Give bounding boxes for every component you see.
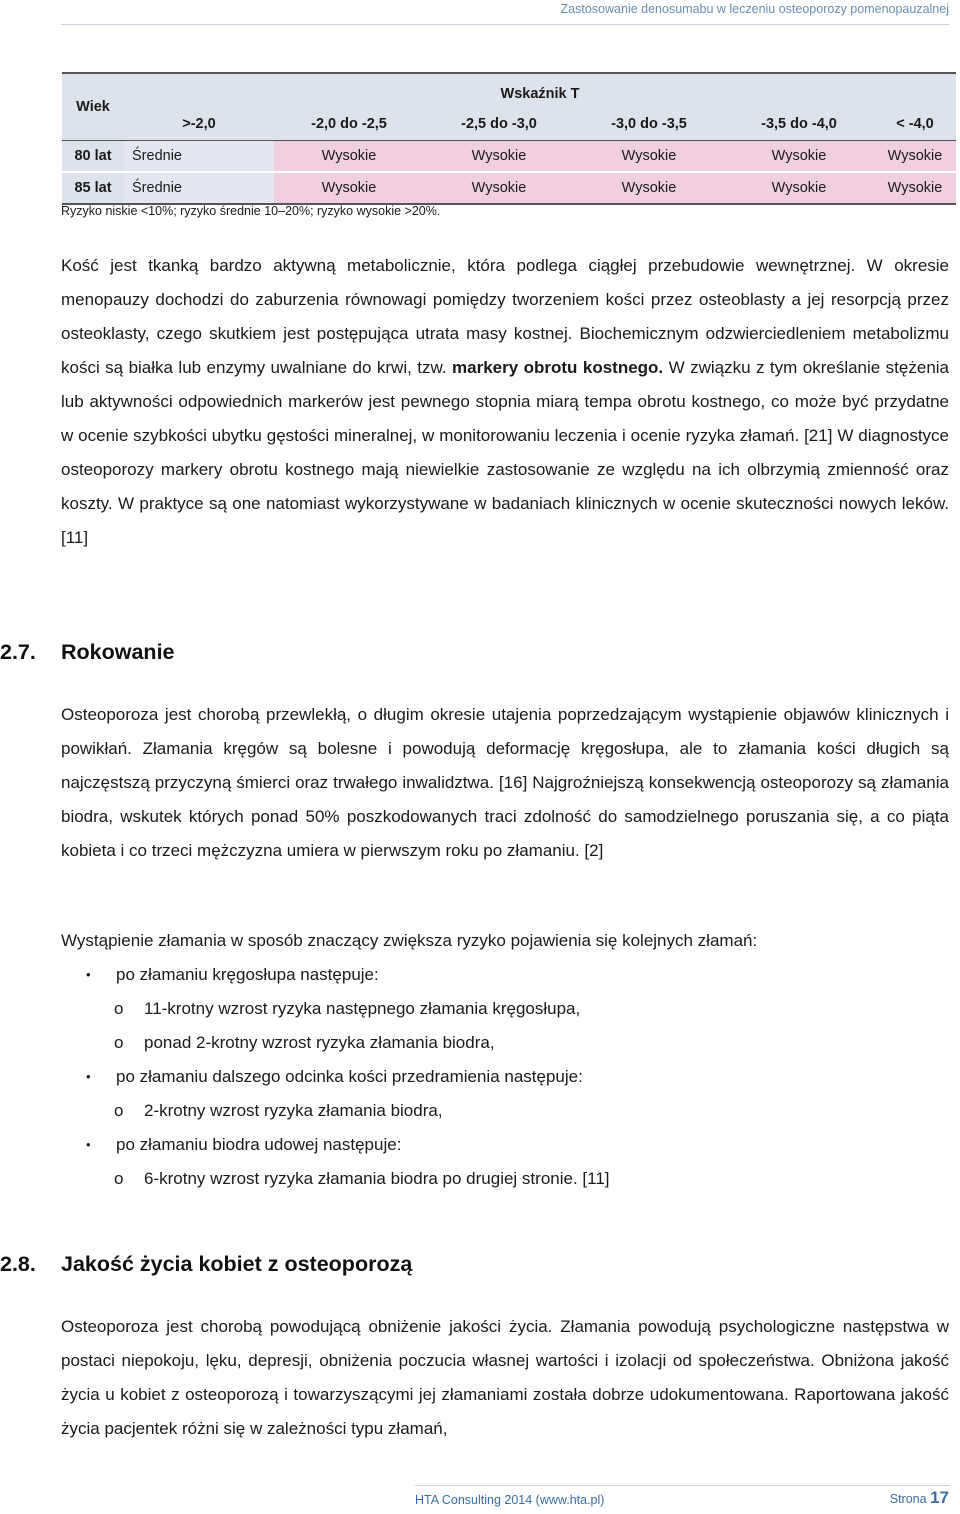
table-row	[62, 172, 956, 204]
circle-bullet-icon: o	[114, 1101, 124, 1120]
risk-cell: Wysokie	[874, 141, 956, 173]
paragraph-bone-markers	[61, 249, 949, 555]
page-label: Strona	[889, 1492, 927, 1506]
risk-cell: Średnie	[124, 141, 274, 173]
running-header: Zastosowanie denosumabu w leczeniu osteoporozy pomenopauzalnej	[560, 2, 949, 16]
index-header: Wskaźnik T	[124, 73, 956, 108]
column-header: >-2,0	[124, 108, 274, 141]
paragraph-text: W związku z tym określanie stężenia lub aktywności odpowiednich markerów jest pewnego stopnia miarą tempa obrotu kostnego, co może być przydatne w ocenie szybkości ubytku gęstości mineralnej, w monitorowaniu leczenia i ocenie ryzyka złamań. [21] W diagnostyce osteoporozy markery obrotu kostnego mają niewielkie zastosowanie ze względu na ich olbrzymią zmienność oraz koszty. W praktyce są one natomiast wykorzystywane w badaniach klinicznych w ocenie skuteczności nowych leków. [11]	[61, 358, 950, 547]
section-title: Jakość życia kobiet z osteoporozą	[61, 1252, 413, 1276]
list-item-text: po złamaniu kręgosłupa następuje:	[116, 965, 379, 984]
risk-table	[62, 72, 956, 205]
list-item	[61, 1162, 949, 1196]
risk-cell: Średnie	[124, 172, 274, 204]
circle-bullet-icon: o	[114, 1033, 124, 1052]
section-number: 2.7.	[0, 640, 36, 664]
risk-cell: Wysokie	[874, 172, 956, 204]
risk-cell: Wysokie	[274, 172, 424, 204]
footer-source: HTA Consulting 2014 (www.hta.pl)	[415, 1493, 605, 1507]
age-cell: 80 lat	[62, 141, 124, 173]
table-subheader-row	[62, 108, 956, 141]
age-cell: 85 lat	[62, 172, 124, 204]
paragraph-text: Kość jest tkanką bardzo aktywną metabolicznie, która podlega ciągłej przebudowie wewnętrznej. W okresie menopauzy dochodzi do zaburzenia równowagi pomiędzy tworzeniem kości przez osteoblasty a jej resorpcją przez osteoklasty, czego skutkiem jest postępująca utrata masy kostnej. Biochemicznym odzwierciedleniem metabolizmu kości są białka lub enzymy uwalniane do krwi, tzw.	[61, 256, 949, 377]
column-header: -2,5 do -3,0	[424, 108, 574, 141]
list-item	[61, 1060, 949, 1094]
list-item	[61, 1128, 949, 1162]
list-item-text: po złamaniu biodra udowej następuje:	[116, 1135, 402, 1154]
table-row	[62, 141, 956, 173]
column-header: < -4,0	[874, 108, 956, 141]
section-title: Rokowanie	[61, 640, 175, 664]
list-intro: Wystąpienie złamania w sposób znaczący zwiększa ryzyko pojawienia się kolejnych złamań:	[61, 931, 758, 950]
list-item	[61, 992, 949, 1026]
list-item-text: 11-krotny wzrost ryzyka następnego złamania kręgosłupa,	[144, 999, 581, 1018]
risk-cell: Wysokie	[574, 141, 724, 173]
list-item-text: 2-krotny wzrost ryzyka złamania biodra,	[144, 1101, 443, 1120]
risk-cell: Wysokie	[424, 141, 574, 173]
risk-cell: Wysokie	[274, 141, 424, 173]
paragraph-quality-of-life: Osteoporoza jest chorobą powodującą obniżenie jakości życia. Złamania powodują psychologiczne następstwa w postaci niepokoju, lęku, depresji, obniżenia poczucia własnej wartości i izolacji od społeczeństwa. Obniżona jakość życia u kobiet z osteoporozą i towarzyszącymi jej złamaniami została dobrze udokumentowana. Raportowana jakość życia pacjentek różni się w zależności typu złamań,	[61, 1317, 949, 1438]
age-header: Wiek	[62, 73, 124, 141]
risk-cell: Wysokie	[424, 172, 574, 204]
bold-term: markery obrotu kostnego.	[452, 358, 664, 377]
bullet-icon: •	[86, 1137, 91, 1152]
risk-cell: Wysokie	[724, 141, 874, 173]
column-header: -3,0 do -3,5	[574, 108, 724, 141]
list-item-text: 6-krotny wzrost ryzyka złamania biodra po drugiej stronie. [11]	[144, 1169, 610, 1188]
fracture-risk-list	[61, 958, 949, 1196]
footer-divider	[415, 1485, 950, 1486]
section-number: 2.8.	[0, 1252, 36, 1276]
risk-cell: Wysokie	[724, 172, 874, 204]
list-item	[61, 1094, 949, 1128]
column-header: -3,5 do -4,0	[724, 108, 874, 141]
table-footnote: Ryzyko niskie <10%; ryzyko średnie 10–20%; ryzyko wysokie >20%.	[61, 204, 441, 218]
paragraph-prognosis: Osteoporoza jest chorobą przewlekłą, o długim okresie utajenia poprzedzającym wystąpienie objawów klinicznych i powikłań. Złamania kręgów są bolesne i powodują deformację kręgosłupa, ale to złamania kości długich są najczęstszą przyczyną śmierci oraz trwałego inwalidztwa. [16] Najgroźniejszą konsekwencją osteoporozy są złamania biodra, wskutek których ponad 50% poszkodowanych traci zdolność do samodzielnego poruszania się, a co piąta kobieta i co trzeci mężczyzna umiera w pierwszym roku po złamaniu. [2]	[61, 705, 949, 860]
list-item-text: ponad 2-krotny wzrost ryzyka złamania biodra,	[144, 1033, 495, 1052]
header-divider	[61, 24, 949, 25]
risk-cell: Wysokie	[574, 172, 724, 204]
bullet-icon: •	[86, 967, 91, 982]
column-header: -2,0 do -2,5	[274, 108, 424, 141]
list-item	[61, 958, 949, 992]
list-item-text: po złamaniu dalszego odcinka kości przedramienia następuje:	[116, 1067, 583, 1086]
circle-bullet-icon: o	[114, 1169, 124, 1188]
page-number-value: 17	[930, 1488, 949, 1507]
table-header-row	[62, 73, 956, 108]
list-item	[61, 1026, 949, 1060]
bullet-icon: •	[86, 1069, 91, 1084]
page-number	[890, 1488, 949, 1508]
circle-bullet-icon: o	[114, 999, 124, 1018]
